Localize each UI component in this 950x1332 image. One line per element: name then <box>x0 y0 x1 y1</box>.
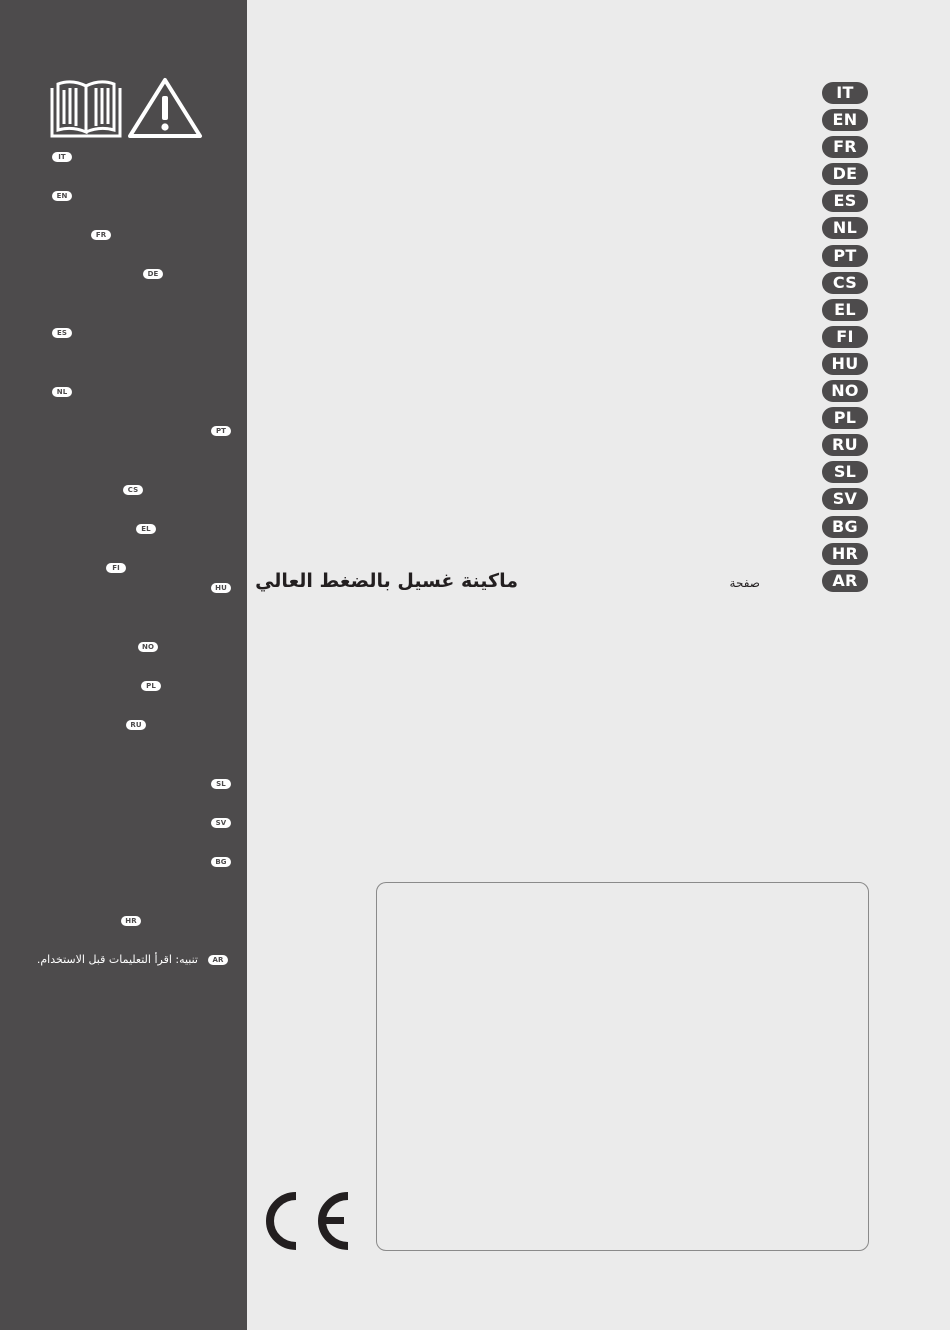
language-marker-pt: PT <box>211 426 231 436</box>
language-marker-bg: BG <box>211 857 231 867</box>
arabic-warning-text: تنبيه: اقرأ التعليمات قبل الاستخدام. <box>36 953 198 966</box>
language-marker-ar: AR <box>208 955 228 965</box>
language-pill-es: ES <box>822 190 868 212</box>
language-pill-sl: SL <box>822 461 868 483</box>
ce-mark-logo <box>264 1190 350 1252</box>
sidebar-panel <box>0 0 247 1332</box>
language-marker-sl: SL <box>211 779 231 789</box>
warning-triangle-icon <box>130 80 200 136</box>
language-marker-de: DE <box>143 269 163 279</box>
arabic-page-label: صفحة <box>729 576 760 590</box>
language-marker-no: NO <box>138 642 158 652</box>
language-marker-hu: HU <box>211 583 231 593</box>
warning-icons <box>48 76 204 140</box>
language-pill-cs: CS <box>822 272 868 294</box>
language-marker-ru: RU <box>126 720 146 730</box>
language-marker-sv: SV <box>211 818 231 828</box>
language-pill-el: EL <box>822 299 868 321</box>
language-pill-pt: PT <box>822 245 868 267</box>
arabic-warning <box>36 951 228 969</box>
language-marker-es: ES <box>52 328 72 338</box>
language-pill-de: DE <box>822 163 868 185</box>
arabic-title: ماكينة غسيل بالضغط العالي <box>255 570 518 592</box>
language-pill-ar: AR <box>822 570 868 592</box>
language-pill-hr: HR <box>822 543 868 565</box>
language-pill-en: EN <box>822 109 868 131</box>
language-pill-bg: BG <box>822 516 868 538</box>
language-marker-fi: FI <box>106 563 126 573</box>
language-pill-it: IT <box>822 82 868 104</box>
language-marker-cs: CS <box>123 485 143 495</box>
read-manual-icon <box>52 82 120 136</box>
language-pill-fi: FI <box>822 326 868 348</box>
language-pill-hu: HU <box>822 353 868 375</box>
language-pill-fr: FR <box>822 136 868 158</box>
language-pill-nl: NL <box>822 217 868 239</box>
language-marker-en: EN <box>52 191 72 201</box>
language-marker-it: IT <box>52 152 72 162</box>
language-marker-fr: FR <box>91 230 111 240</box>
language-pill-sv: SV <box>822 488 868 510</box>
language-marker-el: EL <box>136 524 156 534</box>
language-pill-ru: RU <box>822 434 868 456</box>
language-pill-pl: PL <box>822 407 868 429</box>
language-index <box>822 82 870 597</box>
language-marker-nl: NL <box>52 387 72 397</box>
language-marker-hr: HR <box>121 916 141 926</box>
language-marker-pl: PL <box>141 681 161 691</box>
language-pill-no: NO <box>822 380 868 402</box>
product-label-box <box>376 882 869 1251</box>
